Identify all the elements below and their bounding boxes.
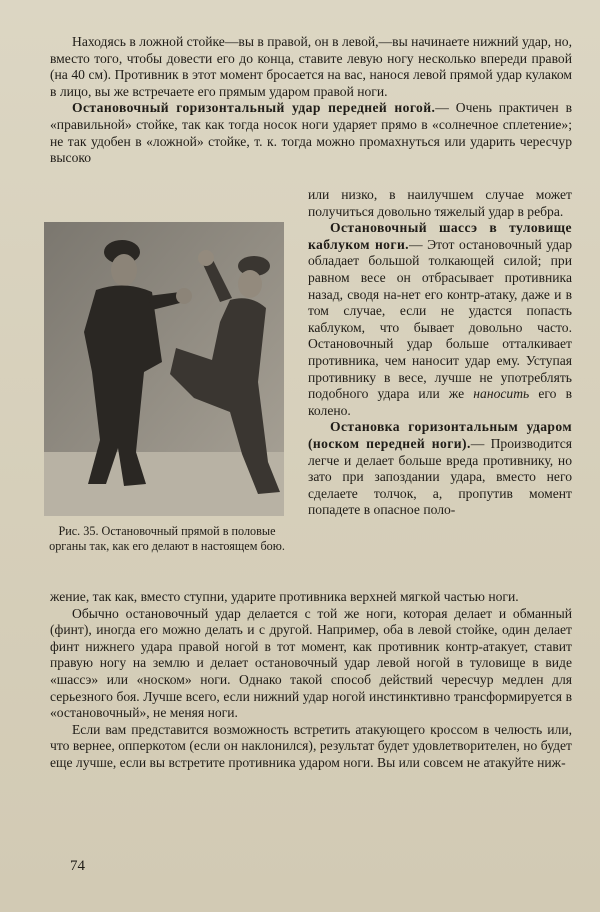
section3-heading: Остановка горизонтальным ударом (носком передней ноги).: [308, 419, 572, 451]
paragraph-4: Обычно остановочный удар делается с той же ноги, которая делает и обманный (финт), иногда его можно делать и с другой. Например, оба в левой стойке, один делает финт нижнего удара правой ногой в тот момент, как противник контр-атакует, ставит правую ногу на землю и делает остановочный удар левой ногой в туловище в виде «шассэ» или «носком» ноги. Однако такой способ действий чересчур медлен для серьезного боя. Лучше всего, если нижний удар ногой инстинктивно трансформируется в «остановочный», не меняя ноги.: [50, 605, 572, 721]
top-text-block: [50, 34, 572, 167]
section3-text: — Производится легче и делает больше вреда противнику, но зато при запоздании удара, вместо него сделаете толчок, а, пропутив момент попадете в опасное поло-: [308, 435, 572, 518]
bottom-text-block: [50, 589, 572, 772]
section2-italic: наносить: [473, 386, 530, 402]
section3-continued: жение, так как, вместо ступни, ударите противника верхней мягкой частью ноги.: [50, 589, 519, 604]
page-number: 74: [70, 858, 85, 874]
right-column-text: [308, 187, 572, 519]
section2-text: — Этот остановочный удар обладает большой толкающей силой; при равном весе он отбрасывает противника назад, сводя на-нет его контр-атаку, даже и в том случае, если не удастся попасть каблуком, что бывает довольно часто. Остановочный удар больше отталкивает противника, чем наносит удар ему. Уступая противнику в весе, лучше не употреблять подобного удара или же: [308, 236, 572, 402]
section3-paragraph: [308, 419, 572, 519]
section1-text: — Очень практичен в «правильной» стойке, так как тогда носок ноги ударяет прямо в «солнечное сплетение»; не так удобен в «ложной» стойке, т. к. тогда можно промахнуться или ударить чересчур высоко: [50, 100, 572, 166]
boxing-photo: [44, 222, 284, 516]
intro-paragraph: Находясь в ложной стойке—вы в правой, он в левой,—вы начинаете нижний удар, но, вместо того, чтобы довести его до конца, ставите левую ногу несколько впереди правой (на 40 см). Противник в этот момент бросается на вас, нанося левой прямой удар кулаком в лицо, вы же встречаете его прямым ударом правой ноги.: [50, 34, 572, 99]
section1-heading: Остановочный горизонтальный удар передней ногой.: [72, 100, 436, 116]
section2-text-end: его в колено.: [308, 386, 572, 418]
section1-paragraph: [50, 100, 572, 166]
section1-continued: или низко, в наилучшем случае может получиться довольно тяжелый удар в ребра.: [308, 187, 572, 219]
section2-heading: Остановочный шассэ в туловище каблуком ноги.: [308, 220, 572, 252]
section2-paragraph: [308, 220, 572, 419]
photo-illustration: [44, 222, 284, 516]
figure-caption: Рис. 35. Остановочный прямой в половые органы так, как его делают в настоящем бою.: [49, 524, 285, 553]
paragraph-5: Если вам представится возможность встретить атакующего кроссом в челюсть или, что вернее, опперкотом (если он наклонился), результат будет удовлетворителен, но будет еще лучше, если вы встретите противника ударом ноги. Вы или совсем не атакуйте ниж-: [50, 721, 572, 770]
